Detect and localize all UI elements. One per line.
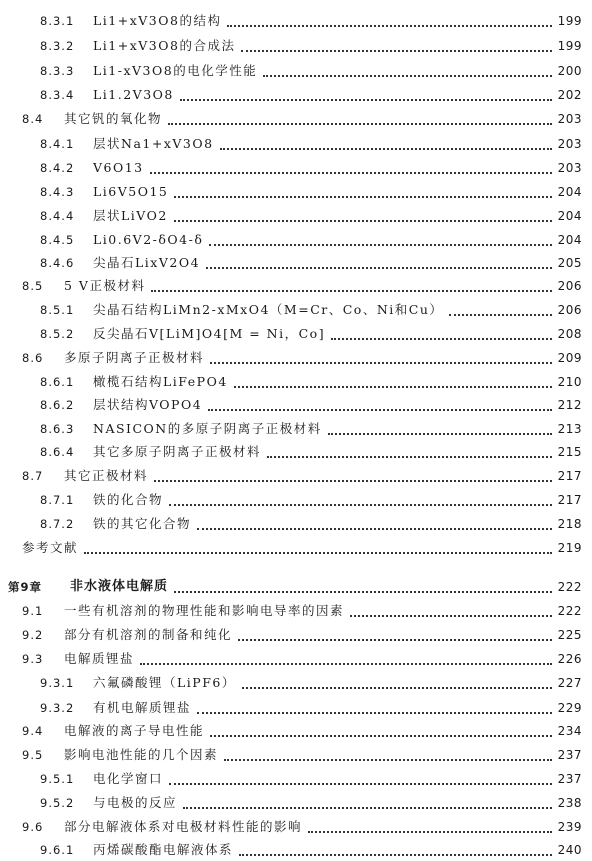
toc-entry-title: 一些有机溶剂的物理性能和影响电导率的因素 <box>64 603 345 618</box>
toc-entry-title: Li1+xV3O8的合成法 <box>93 38 236 53</box>
toc-dot-leader <box>150 150 552 174</box>
toc-section-number: 9.3 <box>22 652 44 666</box>
toc-entry-title: 层状LiVO2 <box>93 208 168 223</box>
toc-entry-title: 层状结构VOPO4 <box>93 397 203 412</box>
toc-dot-leader <box>350 593 552 617</box>
toc-section-number: 8.6.3 <box>40 422 75 436</box>
toc-section-number: 9.6.1 <box>40 843 75 857</box>
toc-dot-leader <box>263 53 552 77</box>
toc-dot-leader <box>206 245 552 269</box>
toc-dot-leader <box>154 458 552 482</box>
toc-page-number: 203 <box>557 161 582 175</box>
toc-page-number: 213 <box>557 422 582 436</box>
toc-page-number: 227 <box>557 676 582 690</box>
toc-dot-leader <box>308 809 552 833</box>
toc-page-number: 199 <box>557 14 582 28</box>
toc-dot-leader <box>328 411 552 435</box>
toc-entry-title: 电解液的离子导电性能 <box>64 723 205 738</box>
toc-dot-leader <box>169 761 552 785</box>
toc-entry-title: 部分有机溶剂的制备和纯化 <box>64 627 233 642</box>
toc-page-number: 237 <box>557 748 582 762</box>
toc-entry-row <box>0 839 592 861</box>
toc-section-number: 8.5 <box>22 279 44 293</box>
toc-section-number: 9.5 <box>22 748 44 762</box>
toc-section-number: 8.3.4 <box>40 88 75 102</box>
toc-dot-leader <box>234 364 552 388</box>
toc-section-number: 8.7 <box>22 469 44 483</box>
toc-entry-title: V6O13 <box>93 160 144 175</box>
toc-page-number: 204 <box>557 185 582 199</box>
toc-entry-title: 参考文献 <box>22 540 79 555</box>
toc-dot-leader <box>220 126 552 150</box>
toc-entry-title: Li1.2V3O8 <box>93 87 174 102</box>
toc-page-number: 212 <box>557 398 582 412</box>
toc-page-number: 225 <box>557 628 582 642</box>
toc-dot-leader <box>151 268 552 292</box>
toc-entry-title: 其它正极材料 <box>64 468 149 483</box>
toc-page-number: 238 <box>557 796 582 810</box>
toc-dot-leader <box>227 3 552 27</box>
toc-section-number: 9.5.1 <box>40 772 75 786</box>
toc-entry-title: Li6V5O15 <box>93 184 169 199</box>
toc-entry-title: 铁的其它化合物 <box>93 516 192 531</box>
toc-page-number: 237 <box>557 772 582 786</box>
toc-entry-title: NASICON的多原子阴离子正极材料 <box>93 421 322 436</box>
toc-section-number: 8.5.2 <box>40 327 75 341</box>
toc-page-number: 217 <box>557 493 582 507</box>
toc-entry-title: Li0.6V2-δO4-δ <box>93 232 204 247</box>
toc-section-number: 9.4 <box>22 724 44 738</box>
toc-section-number: 8.4.2 <box>40 161 75 175</box>
toc-entry-title: 电解质锂盐 <box>64 651 135 666</box>
toc-section-number: 8.4.6 <box>40 256 75 270</box>
toc-section-number: 8.7.1 <box>40 493 75 507</box>
toc-section-number: 9.3.2 <box>40 701 75 715</box>
toc-page-number: 203 <box>557 137 582 151</box>
toc-dot-leader <box>449 292 552 316</box>
toc-entry-title: 其它多原子阴离子正极材料 <box>93 444 262 459</box>
toc-page-number: 234 <box>557 724 582 738</box>
toc-page-number: 205 <box>557 256 582 270</box>
toc-entry-title: 有机电解质锂盐 <box>93 700 192 715</box>
toc-section-number: 8.4.3 <box>40 185 75 199</box>
toc-section-number: 9.5.2 <box>40 796 75 810</box>
toc-dot-leader <box>183 785 552 809</box>
toc-dot-leader <box>239 832 552 856</box>
toc-section-number: 8.3.3 <box>40 64 75 78</box>
toc-dot-leader <box>267 434 552 458</box>
toc-page-number: 229 <box>557 701 582 715</box>
toc-section-number: 8.6 <box>22 351 44 365</box>
toc-section-number: 第9章 <box>8 580 43 594</box>
toc-dot-leader <box>180 77 552 101</box>
toc-dot-leader <box>209 222 552 246</box>
toc-entry-title: 非水液体电解质 <box>70 579 169 594</box>
toc-dot-leader <box>168 101 552 125</box>
toc-entry-title: 与电极的反应 <box>93 795 178 810</box>
toc-page-number: 222 <box>557 580 582 594</box>
toc-dot-leader <box>210 713 552 737</box>
toc-page-number: 203 <box>557 112 582 126</box>
toc-dot-leader <box>140 641 552 665</box>
toc-section-number: 9.1 <box>22 604 44 618</box>
toc-page-number: 218 <box>557 517 582 531</box>
toc-entry-row <box>0 537 592 559</box>
toc-page-number: 202 <box>557 88 582 102</box>
toc-dot-leader <box>174 198 552 222</box>
toc-entry-title: 电化学窗口 <box>93 771 164 786</box>
toc-page-number: 239 <box>557 820 582 834</box>
toc-page-number: 206 <box>557 279 582 293</box>
toc-dot-leader <box>242 665 552 689</box>
toc-entry-title: 层状Na1+xV3O8 <box>93 136 214 151</box>
toc-dot-leader <box>241 28 552 52</box>
toc-entry-title: 多原子阴离子正极材料 <box>64 350 205 365</box>
toc-entry-title: 尖晶石LixV2O4 <box>93 255 201 270</box>
toc-entry-title: 六氟磷酸锂（LiPF6） <box>93 675 236 690</box>
toc-entry-title: Li1-xV3O8的电化学性能 <box>93 63 258 78</box>
toc-page-number: 217 <box>557 469 582 483</box>
toc-page-number: 204 <box>557 233 582 247</box>
toc-dot-leader <box>84 530 552 554</box>
toc-entry-title: 5 V正极材料 <box>64 278 146 293</box>
toc-section-number: 8.4 <box>22 112 44 126</box>
toc-page-number: 215 <box>557 445 582 459</box>
toc-section-number: 8.6.2 <box>40 398 75 412</box>
toc-section-number: 9.3.1 <box>40 676 75 690</box>
toc-page-number: 222 <box>557 604 582 618</box>
toc-section-number: 9.2 <box>22 628 44 642</box>
toc-dot-leader <box>174 569 552 593</box>
toc-dot-leader <box>224 737 552 761</box>
toc-entry-title: 橄榄石结构LiFePO4 <box>93 374 228 389</box>
toc-page-number: 206 <box>557 303 582 317</box>
toc-dot-leader <box>174 174 552 198</box>
toc-section-number: 9.6 <box>22 820 44 834</box>
toc-page-number: 240 <box>557 843 582 857</box>
toc-section-number: 8.4.5 <box>40 233 75 247</box>
toc-dot-leader <box>208 387 552 411</box>
toc-entry-title: 铁的化合物 <box>93 492 164 507</box>
toc-entry-title: 影响电池性能的几个因素 <box>64 747 219 762</box>
toc-page-number: 209 <box>557 351 582 365</box>
toc-entry-title: 尖晶石结构LiMn2-xMxO4（M=Cr、Co、Ni和Cu） <box>93 302 444 317</box>
toc-section-number: 8.7.2 <box>40 517 75 531</box>
toc-entry-title: 其它钒的氧化物 <box>64 111 163 126</box>
toc-page-number: 199 <box>557 39 582 53</box>
toc-page-number: 226 <box>557 652 582 666</box>
toc-page-number: 204 <box>557 209 582 223</box>
toc-dot-leader <box>331 316 552 340</box>
toc-section-number: 8.3.1 <box>40 14 75 28</box>
toc-page-number: 200 <box>557 64 582 78</box>
toc-entry-title: 反尖晶石V[LiM]O4[M = Ni，Co] <box>93 326 326 341</box>
toc-dot-leader <box>197 690 552 714</box>
toc-section-number: 8.6.4 <box>40 445 75 459</box>
toc-section-number: 8.4.1 <box>40 137 75 151</box>
toc-entry-title: 部分电解液体系对电极材料性能的影响 <box>64 819 303 834</box>
toc-section-number: 8.4.4 <box>40 209 75 223</box>
toc-dot-leader <box>238 617 552 641</box>
toc-entry-title: 丙烯碳酸酯电解液体系 <box>93 842 234 857</box>
toc-dot-leader <box>197 506 552 530</box>
toc-dot-leader <box>210 340 552 364</box>
toc-dot-leader <box>169 482 552 506</box>
toc-page-number: 210 <box>557 375 582 389</box>
toc-section-number: 8.6.1 <box>40 375 75 389</box>
toc-page-number: 219 <box>557 541 582 555</box>
toc-entry-title: Li1+xV3O8的结构 <box>93 13 222 28</box>
toc-section-number: 8.5.1 <box>40 303 75 317</box>
toc-section-number: 8.3.2 <box>40 39 75 53</box>
toc-page-number: 208 <box>557 327 582 341</box>
